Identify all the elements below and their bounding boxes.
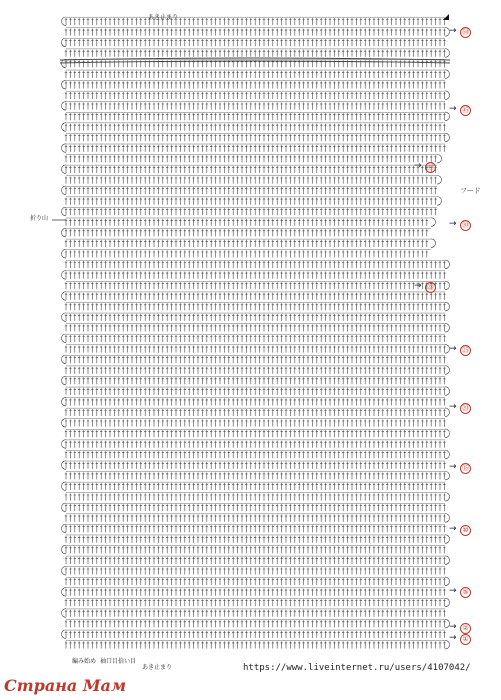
row-marker: ㊺ <box>462 106 469 114</box>
row-arrow-icon: → <box>449 219 457 229</box>
row-marker: ㉘ <box>427 283 434 291</box>
row-arrow-icon: → <box>449 462 457 472</box>
row-marker: ⑤ <box>460 587 471 598</box>
fold-label: 折り山 <box>30 215 49 222</box>
row-arrow-icon: → <box>449 344 457 354</box>
row-marker: ㊵ <box>427 163 434 171</box>
row-arrow-icon: → <box>449 633 457 643</box>
stitch-rows <box>62 17 450 649</box>
row-marker: ① <box>460 634 471 645</box>
row-arrow-icon: → <box>449 402 457 412</box>
footer-url[interactable]: https://www.liveinternet.ru/users/4107042/ <box>243 663 471 673</box>
row-marker: ㊿ <box>462 28 469 36</box>
row-arrow-icon: → <box>449 524 457 534</box>
start-label: 編み始め <box>72 658 97 665</box>
row-arrow-icon: → <box>449 26 457 36</box>
hood-label: フード <box>460 187 481 195</box>
row-marker: ⑩ <box>460 525 471 536</box>
site-logo: Страна Мам <box>4 676 127 695</box>
bottom-end-label: あき止まり <box>142 664 173 671</box>
watermark: ··· ···· ··· <box>195 334 226 343</box>
top-end-label: あき止まり <box>148 14 179 21</box>
row-arrow-icon: → <box>449 586 457 596</box>
row-arrow-icon: → <box>414 281 422 291</box>
row-arrow-icon: → <box>449 104 457 114</box>
row-marker: ⑳ <box>462 404 469 412</box>
row-marker: ㉕ <box>462 346 469 354</box>
row-marker: ⑮ <box>462 464 469 472</box>
row-arrow-icon: → <box>414 161 422 171</box>
row-marker: ② <box>460 623 471 634</box>
row-arrow-icon: → <box>449 622 457 632</box>
sleeve-join-label: 袖口目拾い目 <box>100 658 137 665</box>
row-marker: ㉚ <box>462 221 469 229</box>
